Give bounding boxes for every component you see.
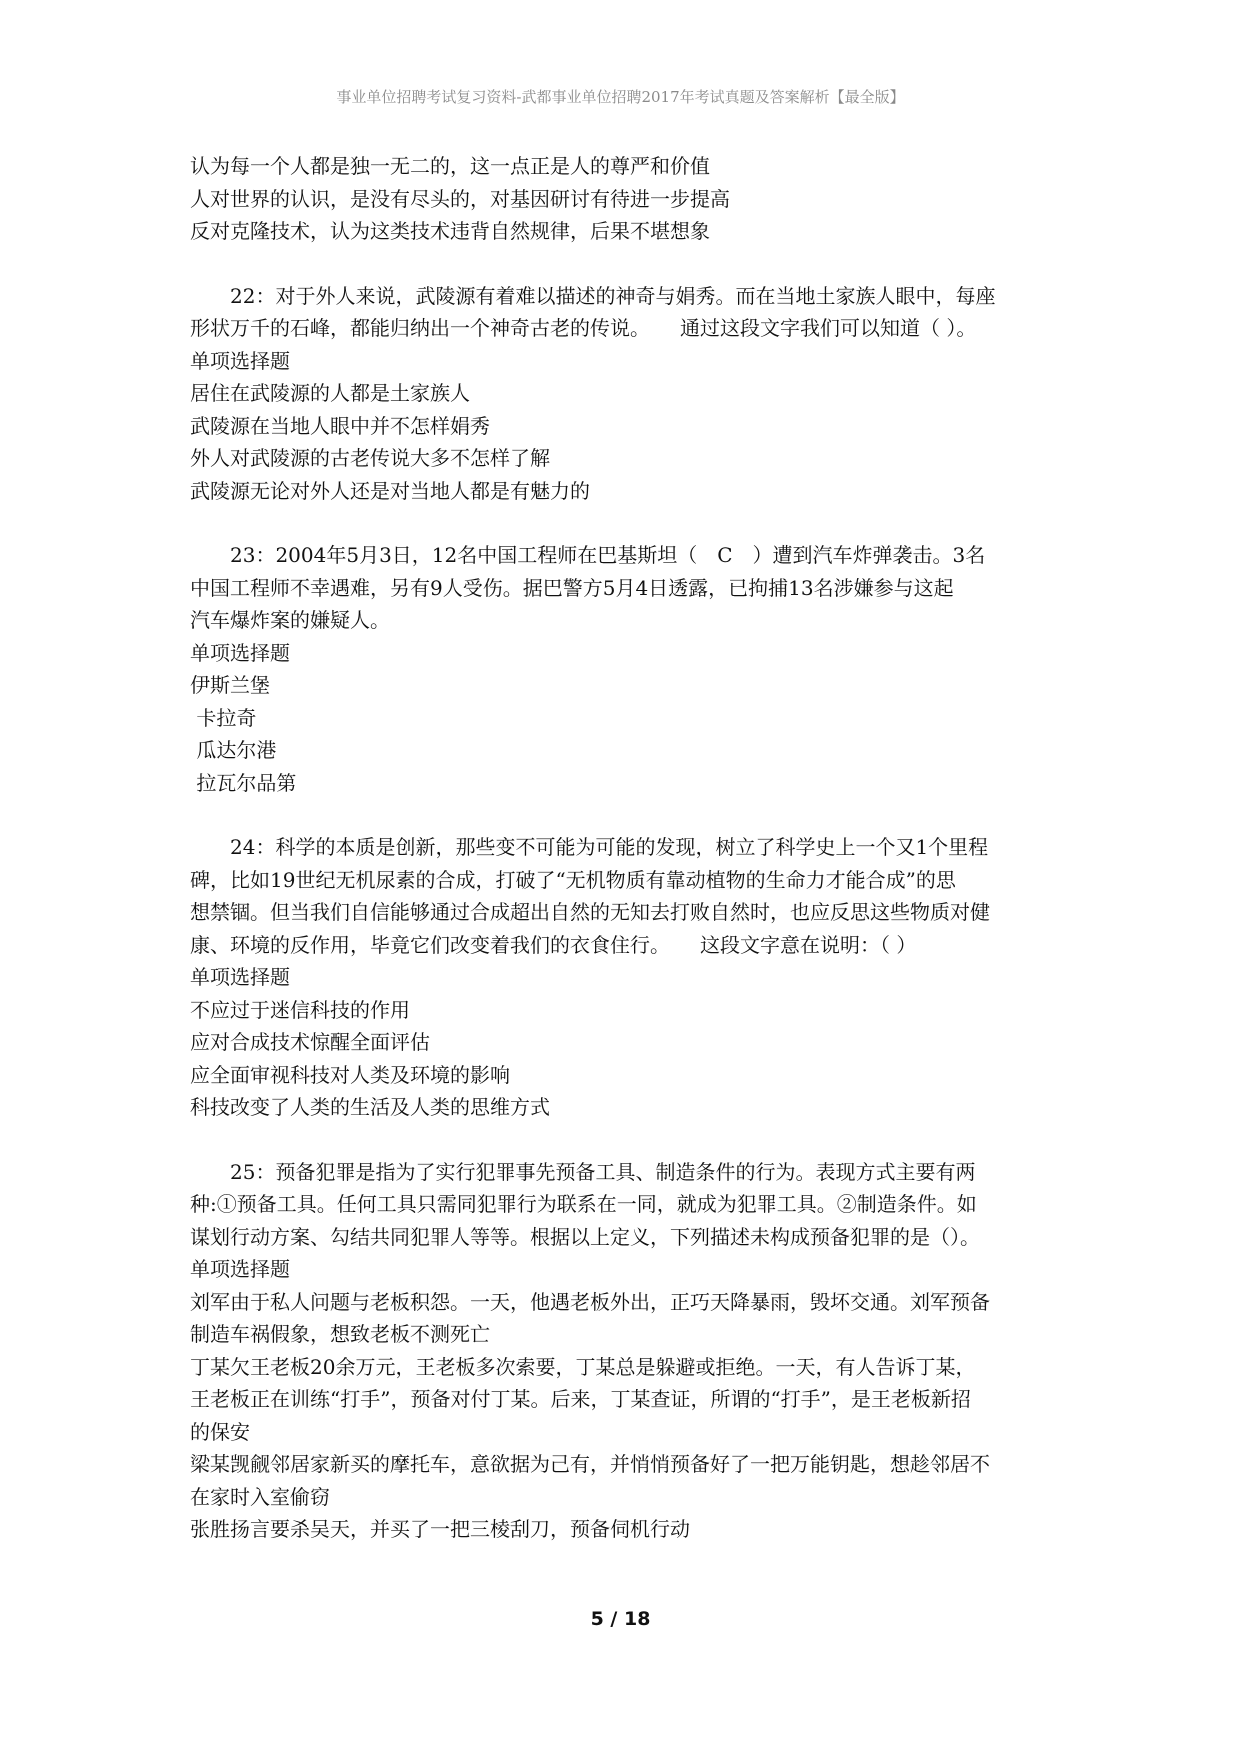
question-type: 单项选择题	[190, 965, 290, 989]
question-stem-line: 形状万千的石峰，都能归纳出一个神奇古老的传说。 通过这段文字我们可以知道（ ）。	[190, 316, 977, 340]
option-d: 拉瓦尔品第	[190, 770, 297, 795]
option-line: 反对克隆技术，认为这类技术违背自然规律，后果不堪想象	[190, 219, 710, 243]
option-line: 人对世界的认识，是没有尽头的，对基因研讨有待进一步提高	[190, 186, 730, 211]
question-25	[190, 1156, 1070, 1546]
option-b: 丁某欠王老板20余万元，王老板多次索要，丁某总是躲避或拒绝。一天，有人告诉丁某， 王老板正在训练“打手”，预备对付丁某。后来，丁某查证，所谓的“打手”，是王老板新招 的保安	[190, 1354, 976, 1444]
previous-options	[190, 150, 1070, 248]
question-stem-line: 25：预备犯罪是指为了实行犯罪事先预备工具、制造条件的行为。表现方式主要有两	[230, 1159, 976, 1184]
question-stem-line: 种:①预备工具。任何工具只需同犯罪行为联系在一同，就成为犯罪工具。②制造条件。如	[190, 1192, 977, 1216]
option-a: 不应过于迷信科技的作用	[190, 997, 410, 1022]
option-line: 认为每一个人都是独一无二的，这一点正是人的尊严和价值	[190, 154, 710, 178]
option-c: 梁某觊觎邻居家新买的摩托车，意欲据为己有，并悄悄预备好了一把万能钥匙，想趁邻居不 在家时入室偷窃	[190, 1452, 990, 1509]
option-c: 应全面审视科技对人类及环境的影响	[190, 1062, 510, 1087]
question-stem-line: 24：科学的本质是创新，那些变不可能为可能的发现，树立了科学史上一个又1个里程	[230, 835, 989, 859]
question-stem-line: 康、环境的反作用，毕竟它们改变着我们的衣食住行。 这段文字意在说明：（ ）	[190, 932, 917, 957]
question-type: 单项选择题	[190, 1257, 290, 1281]
option-d: 张胜扬言要杀吴天，并买了一把三棱刮刀，预备伺机行动	[190, 1517, 690, 1541]
question-stem-line: 汽车爆炸案的嫌疑人。	[190, 608, 390, 632]
option-a: 伊斯兰堡	[190, 673, 270, 697]
question-23	[190, 539, 1070, 799]
question-stem-line: 碑，比如19世纪无机尿素的合成，打破了“无机物质有靠动植物的生命力才能合成”的思	[190, 867, 956, 892]
question-stem-line: 谋划行动方案、勾结共同犯罪人等等。根据以上定义，下列描述未构成预备犯罪的是（）。	[190, 1224, 980, 1249]
question-stem-line: 想禁锢。但当我们自信能够通过合成超出自然的无知去打败自然时，也应反思这些物质对健	[190, 900, 990, 924]
option-b: 卡拉奇	[190, 705, 257, 730]
option-d: 武陵源无论对外人还是对当地人都是有魅力的	[190, 478, 590, 503]
question-type: 单项选择题	[190, 348, 290, 373]
option-c: 瓜达尔港	[190, 738, 277, 762]
question-stem-line: 22：对于外人来说，武陵源有着难以描述的神奇与娟秀。而在当地土家族人眼中，每座	[230, 283, 996, 308]
page-number: 5 / 18	[590, 1608, 651, 1630]
option-a: 居住在武陵源的人都是土家族人	[190, 381, 470, 405]
option-b: 应对合成技术惊醒全面评估	[190, 1030, 430, 1054]
question-stem-line: 中国工程师不幸遇难，另有9人受伤。据巴警方5月4日透露，已拘捕13名涉嫌参与这起	[190, 575, 954, 600]
question-22	[190, 280, 1070, 508]
option-d: 科技改变了人类的生活及人类的思维方式	[190, 1095, 550, 1119]
option-b: 武陵源在当地人眼中并不怎样娟秀	[190, 413, 490, 438]
question-stem-line: 23：2004年5月3日，12名中国工程师在巴基斯坦（ C ）遭到汽车炸弹袭击。3名	[230, 543, 986, 567]
question-type: 单项选择题	[190, 640, 290, 665]
option-c: 外人对武陵源的古老传说大多不怎样了解	[190, 446, 550, 470]
option-a: 刘军由于私人问题与老板积怨。一天，他遇老板外出，正巧天降暴雨，毁坏交通。刘军预备 制造车祸假象，想致老板不测死亡	[190, 1289, 990, 1346]
page-header: 事业单位招聘考试复习资料-武都事业单位招聘2017年考试真题及答案解析【最全版】	[336, 88, 905, 106]
document-body	[190, 150, 1070, 1546]
question-24	[190, 831, 1070, 1124]
